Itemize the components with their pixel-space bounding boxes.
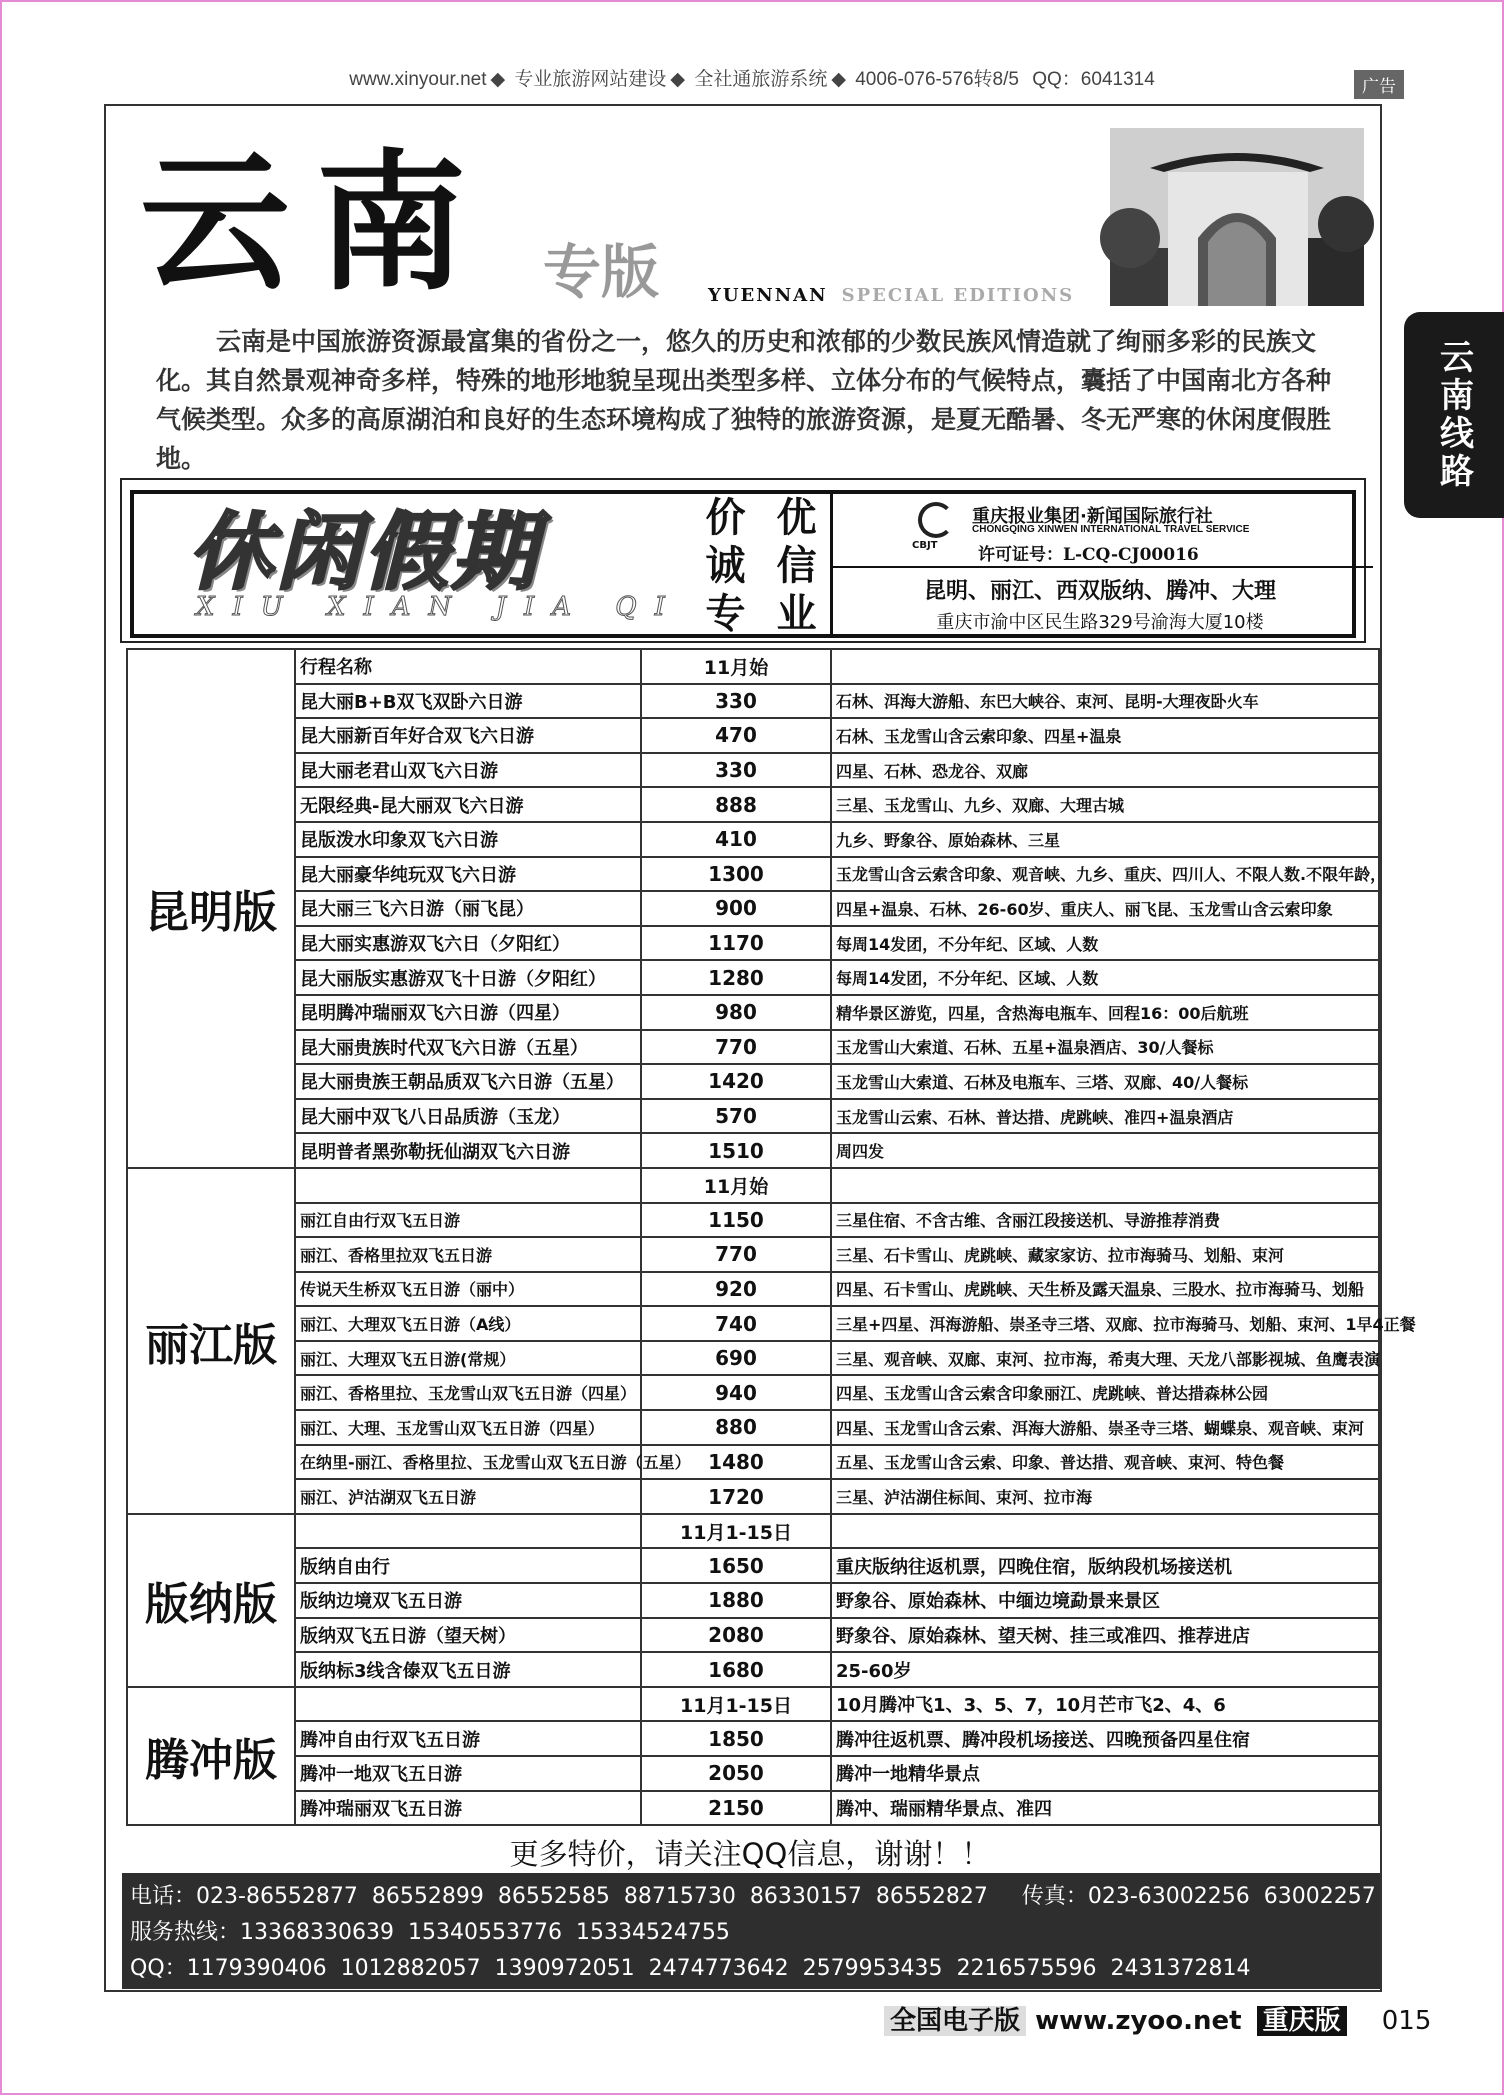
route-price: 740 [641, 1306, 831, 1341]
hotline-label: 服务热线： [130, 1920, 241, 1945]
table-row [127, 787, 1379, 822]
route-name: 版纳边境双飞五日游 [295, 1583, 641, 1618]
qq-number: 2431372814 [1110, 1956, 1251, 1981]
route-note: 25-60岁 [831, 1652, 1379, 1687]
footer-edition: 重庆版 [1257, 2006, 1347, 2036]
slogan-char: 优 [776, 495, 817, 541]
route-name: 昆大丽老君山双飞六日游 [295, 753, 641, 788]
route-note: 四星、石林、恐龙谷、双廊 [831, 753, 1379, 788]
agency-logo: 休闲假期 [188, 502, 541, 601]
banner-qq: QQ：6041314 [1032, 69, 1155, 90]
table-row [127, 995, 1379, 1030]
route-price: 1480 [641, 1445, 831, 1480]
archway-photo [1110, 128, 1364, 306]
route-price: 470 [641, 718, 831, 753]
route-note: 腾冲往返机票、腾冲段机场接送、四晚预备四星住宿 [831, 1721, 1379, 1756]
route-note: 玉龙雪山云索、石林、普达措、虎跳峡、准四+温泉酒店 [831, 1099, 1379, 1134]
route-price: 330 [641, 684, 831, 719]
route-name: 丽江自由行双飞五日游 [295, 1203, 641, 1238]
route-name: 丽江、大理双飞五日游（A线） [295, 1306, 641, 1341]
agency-address: 重庆市渝中区民生路329号渝海大厦10楼 [936, 612, 1264, 633]
section-header-row [127, 1514, 1379, 1549]
route-note: 三星、玉龙雪山、九乡、双廊、大理古城 [831, 787, 1379, 822]
slogan-char: 信 [776, 543, 817, 589]
table-row [127, 1618, 1379, 1653]
route-note: 四星、玉龙雪山含云索含印象丽江、虎跳峡、普达措森林公园 [831, 1375, 1379, 1410]
route-name: 昆大丽新百年好合双飞六日游 [295, 718, 641, 753]
slogan-char: 专 [705, 591, 746, 637]
column-header-route [295, 1514, 641, 1549]
cbjt-logo-icon [918, 502, 954, 538]
section-label: 昆明版 [127, 649, 295, 1168]
qq-label: QQ： [130, 1956, 187, 1981]
ad-tag: 广告 [1354, 70, 1404, 99]
qq-number: 2579953435 [802, 1956, 943, 1981]
route-note: 每周14发团，不分年纪、区域、人数 [831, 960, 1379, 995]
route-note: 玉龙雪山大索道、石林、五星+温泉酒店、30/人餐标 [831, 1030, 1379, 1065]
route-name: 昆大丽中双飞八日品质游（玉龙） [295, 1099, 641, 1134]
banner-item-1: 专业旅游网站建设 [514, 69, 667, 90]
route-price: 1850 [641, 1721, 831, 1756]
route-name: 昆大丽豪华纯玩双飞六日游 [295, 857, 641, 892]
fax-number: 023-63002256 [1087, 1884, 1250, 1909]
route-name: 丽江、大理双飞五日游(常规） [295, 1341, 641, 1376]
route-note: 玉龙雪山含云索含印象、观音峡、九乡、重庆、四川人、不限人数.不限年龄， [831, 857, 1379, 892]
fax-label: 传真： [1021, 1884, 1088, 1909]
section-header-row [127, 1168, 1379, 1203]
route-price: 1420 [641, 1064, 831, 1099]
table-row [127, 1064, 1379, 1099]
column-header-route [295, 1168, 641, 1203]
qq-number: 2474773642 [648, 1956, 789, 1981]
route-price: 570 [641, 1099, 831, 1134]
agency-license: 许可证号：L-CQ-CJ00016 [978, 545, 1199, 565]
table-row [127, 1237, 1379, 1272]
route-price: 770 [641, 1030, 831, 1065]
column-header-note [831, 1168, 1379, 1203]
intro-paragraph: 云南是中国旅游资源最富集的省份之一，悠久的历史和浓郁的少数民族风情造就了绚丽多彩的民族文化。其自然景观神奇多样，特殊的地形地貌呈现出类型多样、立体分布的气候特点，囊括了中国南北方各种气候类型。众多的高原湖泊和良好的生态环境构成了独特的旅游资源，是夏无酷暑、冬无严寒的休闲度假胜地。 [156, 327, 1332, 473]
route-name: 在纳里-丽江、香格里拉、玉龙雪山双飞五日游（五星） [295, 1445, 641, 1480]
hotline-number: 15334524755 [575, 1920, 730, 1945]
page-subtitle: 专版 [543, 238, 660, 306]
table-row [127, 1375, 1379, 1410]
phone-number: 88715730 [623, 1884, 736, 1909]
contact-bar [122, 1873, 1380, 1989]
side-tab[interactable] [1404, 312, 1504, 518]
slogan-char: 诚 [705, 543, 746, 589]
top-banner: www.xinyour.net ◆ 专业旅游网站建设 ◆ 全社通旅游系统 ◆ 4006-076-576转8/5 QQ：6041314 [349, 69, 1155, 90]
route-price: 1880 [641, 1583, 831, 1618]
fax-number: 63002257 [1263, 1884, 1376, 1909]
route-name: 腾冲一地双飞五日游 [295, 1756, 641, 1791]
agency-name: 重庆报业集团·新闻国际旅行社 [972, 506, 1213, 527]
route-name: 腾冲瑞丽双飞五日游 [295, 1791, 641, 1826]
route-note: 野象谷、原始森林、中缅边境勐景来景区 [831, 1583, 1379, 1618]
route-note: 每周14发团，不分年纪、区域、人数 [831, 926, 1379, 961]
route-price: 1300 [641, 857, 831, 892]
agency-name-en: CHONGQING XINWEN INTERNATIONAL TRAVEL SERVICE [972, 524, 1250, 535]
route-note: 三星、石卡雪山、虎跳峡、藏家家访、拉市海骑马、划船、束河 [831, 1237, 1379, 1272]
route-name: 昆大丽贵族王朝品质双飞六日游（五星） [295, 1064, 641, 1099]
route-name: 昆大丽版实惠游双飞十日游（夕阳红） [295, 960, 641, 995]
page-number: 015 [1381, 2006, 1432, 2036]
column-header-note: 10月腾冲飞1、3、5、7，10月芒市飞2、4、6 [831, 1687, 1379, 1722]
phone-label: 电话： [130, 1884, 197, 1909]
banner-item-2: 全社通旅游系统 [694, 69, 828, 90]
table-row [127, 1030, 1379, 1065]
route-price: 1170 [641, 926, 831, 961]
route-name: 版纳标3线含傣双飞五日游 [295, 1652, 641, 1687]
archway-illustration [1110, 128, 1364, 306]
price-table [126, 648, 1416, 1826]
column-header-note [831, 649, 1379, 684]
route-note: 腾冲一地精华景点 [831, 1756, 1379, 1791]
route-price: 980 [641, 995, 831, 1030]
route-price: 1510 [641, 1133, 831, 1168]
agency-slogan [690, 494, 832, 638]
banner-phone: 4006-076-576转8/5 [855, 69, 1019, 90]
phone-number: 86552585 [497, 1884, 610, 1909]
phone-number: 86330157 [749, 1884, 862, 1909]
route-name: 昆大丽实惠游双飞六日（夕阳红） [295, 926, 641, 961]
route-name: 昆明腾冲瑞丽双飞六日游（四星） [295, 995, 641, 1030]
route-price: 1720 [641, 1479, 831, 1514]
route-note: 三星、泸沽湖住标间、束河、拉市海 [831, 1479, 1379, 1514]
route-note: 四星、石卡雪山、虎跳峡、天生桥及露天温泉、三股水、拉市海骑马、划船 [831, 1272, 1379, 1307]
route-price: 2150 [641, 1791, 831, 1826]
route-note: 石林、玉龙雪山含云索印象、四星+温泉 [831, 718, 1379, 753]
table-row [127, 857, 1379, 892]
route-price: 880 [641, 1410, 831, 1445]
table-row [127, 1721, 1379, 1756]
column-header-route [295, 1687, 641, 1722]
more-offers-note: 更多特价，请关注QQ信息，谢谢！！ [509, 1837, 991, 1871]
qq-number: 1012882057 [340, 1956, 481, 1981]
route-price: 920 [641, 1272, 831, 1307]
route-note: 四星+温泉、石林、26-60岁、重庆人、丽飞昆、玉龙雪山含云索印象 [831, 891, 1379, 926]
route-note: 五星、玉龙雪山含云索、印象、普达措、观音峡、束河、特色餐 [831, 1445, 1379, 1480]
table-row [127, 1410, 1379, 1445]
column-header-date: 11月始 [641, 649, 831, 684]
column-header-date: 11月1-15日 [641, 1687, 831, 1722]
route-price: 330 [641, 753, 831, 788]
cbjt-logo-text: CBJT [912, 540, 938, 551]
table-row [127, 1099, 1379, 1134]
agency-destinations: 昆明、丽江、西双版纳、腾冲、大理 [923, 579, 1276, 604]
table-row [127, 926, 1379, 961]
route-note: 腾冲、瑞丽精华景点、准四 [831, 1791, 1379, 1826]
route-price: 1150 [641, 1203, 831, 1238]
route-price: 770 [641, 1237, 831, 1272]
title-english-b: SPECIAL EDITIONS [841, 285, 1075, 306]
route-price: 940 [641, 1375, 831, 1410]
table-row [127, 1306, 1379, 1341]
footer-site-link[interactable]: www.zyoo.net [1035, 2006, 1242, 2036]
table-row [127, 1341, 1379, 1376]
agency-logo-pinyin: XIU XIAN JIA QI [196, 592, 683, 622]
route-price: 1280 [641, 960, 831, 995]
table-row [127, 891, 1379, 926]
table-row [127, 684, 1379, 719]
table-row [127, 1133, 1379, 1168]
route-note: 四星、玉龙雪山含云索、洱海大游船、崇圣寺三塔、蝴蝶泉、观音峡、束河 [831, 1410, 1379, 1445]
title-english [708, 287, 1074, 305]
table-row [127, 1652, 1379, 1687]
route-note: 重庆版纳往返机票，四晚住宿，版纳段机场接送机 [831, 1548, 1379, 1583]
route-name: 丽江、泸沽湖双飞五日游 [295, 1479, 641, 1514]
footer-label: 全国电子版 [884, 2006, 1026, 2036]
route-name: 丽江、香格里拉、玉龙雪山双飞五日游（四星） [295, 1375, 641, 1410]
route-price: 1650 [641, 1548, 831, 1583]
qq-number: 1179390406 [186, 1956, 327, 1981]
route-name: 昆大丽B+B双飞双卧六日游 [295, 684, 641, 719]
contact-qq-line [130, 1951, 1372, 1987]
phone-number: 023-86552877 [196, 1884, 358, 1909]
route-name: 无限经典-昆大丽双飞六日游 [295, 787, 641, 822]
route-price: 900 [641, 891, 831, 926]
column-header-note [831, 1514, 1379, 1549]
route-name: 版纳双飞五日游（望天树） [295, 1618, 641, 1653]
route-price: 888 [641, 787, 831, 822]
route-note: 三星+四星、洱海游船、崇圣寺三塔、双廊、拉市海骑马、划船、束河、1早4正餐 [831, 1306, 1379, 1341]
section-header-row [127, 1687, 1379, 1722]
contact-phone-line [130, 1879, 1376, 1915]
route-note: 野象谷、原始森林、望天树、挂三或准四、推荐进店 [831, 1618, 1379, 1653]
table-row [127, 1583, 1379, 1618]
side-tab-label: 云南线路 [1433, 339, 1474, 491]
route-name: 昆版泼水印象双飞六日游 [295, 822, 641, 857]
slogan-char: 价 [705, 495, 746, 541]
page-title: 云南 [140, 135, 493, 311]
phone-number: 86552899 [371, 1884, 484, 1909]
route-name: 腾冲自由行双飞五日游 [295, 1721, 641, 1756]
route-note: 玉龙雪山大索道、石林及电瓶车、三塔、双廊、40/人餐标 [831, 1064, 1379, 1099]
table-row [127, 960, 1379, 995]
route-note: 三星住宿、不含古维、含丽江段接送机、导游推荐消费 [831, 1203, 1379, 1238]
hotline-number: 13368330639 [240, 1920, 394, 1945]
table-row [127, 1445, 1379, 1480]
section-label: 丽江版 [127, 1168, 295, 1514]
route-name: 昆明普者黑弥勒抚仙湖双飞六日游 [295, 1133, 641, 1168]
route-name: 丽江、大理、玉龙雪山双飞五日游（四星） [295, 1410, 641, 1445]
table-row [127, 1479, 1379, 1514]
route-price: 690 [641, 1341, 831, 1376]
column-header-date: 11月始 [641, 1168, 831, 1203]
slogan-char: 业 [776, 591, 817, 637]
page-footer [884, 2000, 1431, 2037]
table-row [127, 1272, 1379, 1307]
route-name: 昆大丽贵族时代双飞六日游（五星） [295, 1030, 641, 1065]
column-header-date: 11月1-15日 [641, 1514, 831, 1549]
banner-site-link[interactable]: www.xinyour.net [349, 69, 487, 90]
section-label: 腾冲版 [127, 1687, 295, 1825]
route-name: 丽江、香格里拉双飞五日游 [295, 1237, 641, 1272]
table-row [127, 753, 1379, 788]
route-price: 410 [641, 822, 831, 857]
route-note: 三星、观音峡、双廊、束河、拉市海，希夷大理、天龙八部影视城、鱼鹰表演 [831, 1341, 1379, 1376]
route-note: 石林、洱海大游船、东巴大峡谷、束河、昆明-大理夜卧火车 [831, 684, 1379, 719]
hotline-number: 15340553776 [407, 1920, 562, 1945]
route-name: 版纳自由行 [295, 1548, 641, 1583]
route-note: 九乡、野象谷、原始森林、三星 [831, 822, 1379, 857]
route-note: 周四发 [831, 1133, 1379, 1168]
table-row [127, 1548, 1379, 1583]
section-label: 版纳版 [127, 1514, 295, 1687]
contact-hotline-line [130, 1915, 1372, 1951]
section-header-row [127, 649, 1379, 684]
table-row [127, 1791, 1379, 1826]
table-row [127, 1203, 1379, 1238]
title-english-a: YUENNAN [708, 285, 828, 306]
route-name: 传说天生桥双飞五日游（丽中） [295, 1272, 641, 1307]
route-price: 2080 [641, 1618, 831, 1653]
route-name: 昆大丽三飞六日游（丽飞昆） [295, 891, 641, 926]
table-row [127, 822, 1379, 857]
route-note: 精华景区游览，四星，含热海电瓶车、回程16：00后航班 [831, 995, 1379, 1030]
table-row [127, 718, 1379, 753]
qq-number: 2216575596 [956, 1956, 1097, 1981]
route-price: 1680 [641, 1652, 831, 1687]
column-header-route: 行程名称 [295, 649, 641, 684]
qq-number: 1390972051 [494, 1956, 635, 1981]
phone-number: 86552827 [875, 1884, 988, 1909]
route-price: 2050 [641, 1756, 831, 1791]
table-row [127, 1756, 1379, 1791]
